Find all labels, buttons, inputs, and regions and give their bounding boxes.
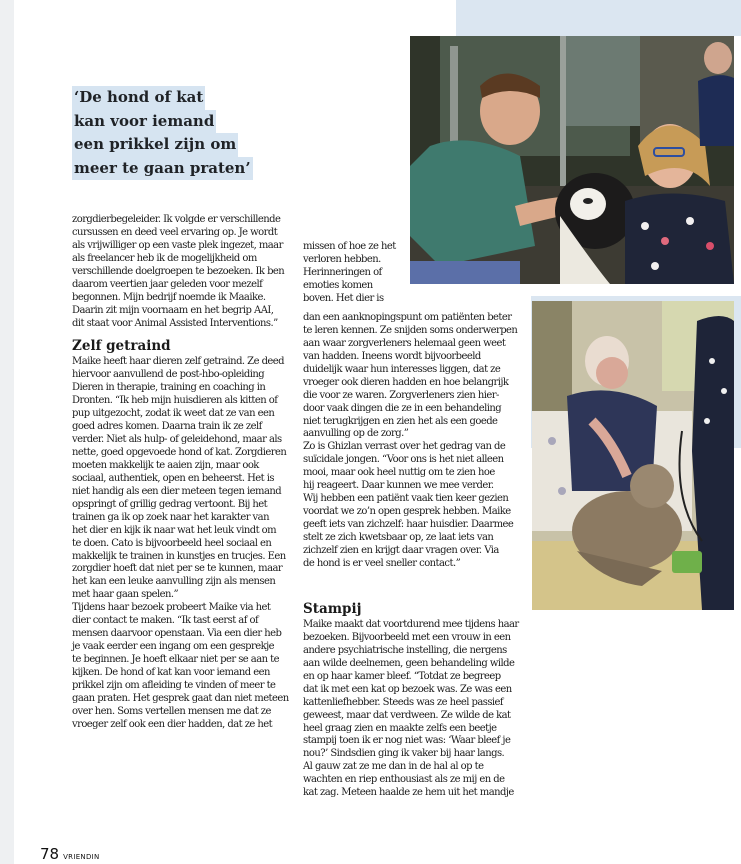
text-line: wachten en riep enthousiast als ze mij en de (303, 774, 505, 786)
text-line: kattenliefhebber. Steeds was ze heel passief (303, 696, 504, 708)
text-line: aanvulling op de zorg.” (303, 428, 409, 440)
text-line: duidelijk waar hun interesses liggen, dat ze (303, 363, 501, 375)
text-line: en op haar kamer bleef. “Totdat ze begreep (303, 670, 501, 682)
text-line: suïcidale jongen. “Voor ons is het niet alleen (303, 454, 504, 466)
text-line: moeten makkelijk te aaien zijn, maar ook (72, 459, 259, 471)
text-line: vroeger ook dieren hadden en hoe belangrijk (303, 376, 509, 388)
text-line: nette, goed opgevoede hond of kat. Zorgdieren (72, 447, 287, 458)
text-line: Wij hebben een patiënt vaak tien keer gezien (303, 493, 509, 505)
text-line: over hen. Soms vertellen mensen me dat ze (72, 705, 271, 717)
text-line: goed adres komen. Daarna train ik ze zelf (72, 421, 262, 433)
text-line: gaan praten. Het gesprek gaat dan niet meteen (72, 692, 289, 704)
text-line: niet handig als een dier meteen tegen iemand (72, 485, 282, 497)
text-line: hij reageert. Daar kunnen we mee verder. (303, 480, 494, 492)
text-line: begonnen. Mijn bedrijf noemde ik Maaike. (72, 291, 266, 303)
section-heading: Zelf getraind (72, 338, 171, 355)
text-line: prikkel zijn om afleiding te vinden of meer te (72, 679, 276, 691)
text-line: dan een aanknopingspunt om patiënten beter (303, 312, 512, 323)
text-line: makkelijk te trainen in kunstjes en trucjes. Een (72, 550, 286, 562)
text-line: Dronten. “Ik heb mijn huisdieren als kitten of (72, 395, 278, 407)
magazine-page (14, 0, 741, 864)
text-line: vroeger zelf ook een dier hadden, dat ze het (72, 718, 273, 730)
text-line: zichzelf zien en krijgt daar vragen over. Via (303, 544, 499, 556)
text-line: te beginnen. Je hoeft elkaar niet per se aan te (72, 654, 279, 665)
text-line: dit staat voor Animal Assisted Interventions.” (72, 317, 278, 329)
text-line: niet terugkrijgen en zien het als een goede (303, 415, 498, 427)
text-line: missen of hoe ze het (303, 241, 396, 252)
text-line: andere psychiatrische instelling, die nergens (303, 644, 507, 656)
text-line: kat zag. Meteen haalde ze hem uit het mandje (303, 787, 514, 799)
text-line: voordat we zo’n open gesprek hebben. Maike (303, 506, 511, 518)
text-line: stelt ze zich kwetsbaar op, ze laat iets van (303, 531, 494, 543)
text-line: cursussen en deed veel ervaring op. Je wordt (72, 226, 278, 238)
photo-elderly-woman-dog (532, 301, 734, 610)
text-line: Dieren in therapie, training en coaching in (72, 382, 266, 394)
text-line: verschillende doelgroepen te bezoeken. Ik ben (72, 265, 285, 277)
magazine-name: VRIENDIN (63, 853, 100, 861)
text-line: dier contact te maken. “Ik tast eerst af of (72, 615, 259, 627)
text-line: Maike heeft haar dieren zelf getraind. Ze deed (72, 356, 285, 368)
text-line: stampij toen ik er nog niet was: ‘Waar bleef je (303, 735, 511, 747)
text-line: geeft iets van zichzelf: haar huisdier. Daarmee (303, 519, 514, 530)
section-heading: Stampij (303, 601, 362, 617)
text-line: trainen ga ik op zoek naar het karakter van (72, 511, 269, 523)
text-line: bezoeken. Bijvoorbeeld met een vrouw in een (303, 631, 511, 643)
text-column-right-bottom (303, 601, 531, 800)
text-line: het dier en kijk ik naar wat het leuk vindt om (72, 524, 277, 536)
text-line: te doen. Cato is bijvoorbeeld heel sociaal en (72, 537, 272, 549)
page-number: 78 (40, 845, 60, 863)
text-column-right (303, 312, 531, 571)
text-line: de hond is er veel sneller contact.” (303, 557, 461, 569)
text-column-right-short (303, 241, 396, 306)
text-line: Daarin zit mijn voornaam en het begrip AAI, (72, 304, 274, 316)
text-line: door vaak dingen die ze in een behandeling (303, 402, 502, 414)
text-line: aan wilde deelnemen, geen behandeling wilde (303, 657, 515, 669)
text-line: Zo is Ghizlan verrast over het gedrag van de (303, 441, 506, 453)
text-line: dat ik met een kat op bezoek was. Ze was een (303, 683, 512, 695)
text-line: opspringt of grillig gedrag vertoont. Bij het (72, 498, 268, 510)
text-line: je vaak eerder een ingang om een gesprekje (72, 641, 275, 653)
text-line: aan waar zorgverleners helemaal geen weet (303, 337, 506, 349)
text-line: mensen daarvoor openstaan. Via een dier heb (72, 628, 282, 640)
decorative-band-top (456, 0, 741, 36)
text-line: hiervoor aanvullend de post-hbo-opleiding (72, 369, 265, 381)
text-line: zorgdierbegeleider. Ik volgde er verschillende (72, 214, 281, 225)
text-line: Al gauw zat ze me dan in de hal al op te (303, 761, 484, 773)
text-column-left (72, 214, 296, 732)
text-line: verloren hebben. (303, 253, 381, 265)
photo-man-woman-dog (410, 36, 734, 284)
photo-illustration (410, 36, 734, 284)
text-line: Herinneringen of (303, 266, 382, 278)
text-line: te leren kennen. Ze snijden soms onderwerpen (303, 324, 518, 336)
text-line: daarom veertien jaar geleden voor mezelf (72, 278, 263, 290)
text-line: als vrijwilliger op een vaste plek ingezet, maar (72, 239, 283, 251)
photo-illustration (532, 301, 734, 610)
text-line: boven. Het dier is (303, 292, 384, 304)
text-line: emoties komen (303, 279, 373, 291)
text-line: geweest, maar dat verdween. Ze wilde de kat (303, 709, 511, 721)
text-line: van hadden. Ineens wordt bijvoorbeeld (303, 350, 481, 362)
text-line: Maike maakt dat voortdurend mee tijdens haar (303, 619, 519, 630)
text-line: mooi, maar ook heel nuttig om te zien hoe (303, 467, 495, 479)
text-line: zorgdier hoeft dat niet per se te kunnen, maar (72, 563, 283, 575)
text-line: verder. Niet als hulp- of geleidehond, maar als (72, 434, 282, 446)
pull-quote-line: een prikkel zijn om (72, 133, 238, 157)
text-line: die voor ze waren. Zorgverleners zien hier- (303, 389, 499, 401)
pull-quote-line: kan voor iemand (72, 110, 216, 134)
text-line: sociaal, authentiek, open en beheerst. Het is (72, 472, 274, 484)
pull-quote-line: meer te gaan praten’ (72, 157, 253, 181)
text-line: Tijdens haar bezoek probeert Maike via het (72, 602, 271, 614)
text-line: heel graag zien en maakte zelfs een beetje (303, 722, 497, 734)
text-line: nou?’ Sindsdien ging ik vaker bij haar langs. (303, 748, 505, 760)
text-line: het kan een leuke aanvulling zijn als mensen (72, 576, 276, 588)
text-line: als freelancer heb ik de mogelijkheid om (72, 252, 257, 264)
pull-quote (72, 86, 253, 180)
pull-quote-line: ‘De hond of kat (72, 86, 205, 110)
text-line: met haar gaan spelen.” (72, 589, 179, 601)
text-line: pup uitgezocht, zodat ik weet dat ze van een (72, 408, 275, 420)
text-line: kijken. De hond of kat kan voor iemand een (72, 666, 270, 678)
page-footer (40, 844, 100, 863)
